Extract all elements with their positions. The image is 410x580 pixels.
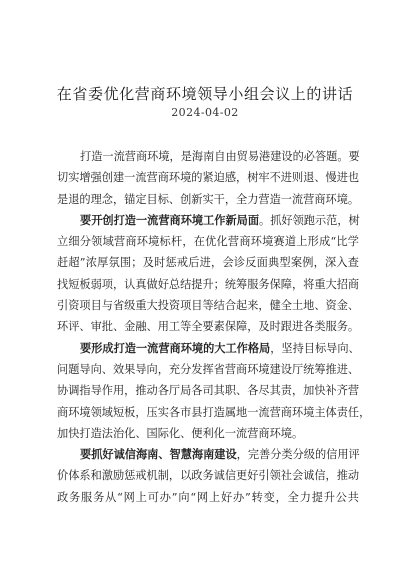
paragraph-line: 引资项目与省级重大投资项目等结合起来，健全土地、资金、 (57, 299, 360, 313)
paragraph-line-text: 。抓好领跑示范，树 (259, 213, 360, 227)
paragraph-line: 加快打造法治化、国际化、便利化一流营商环境。 (57, 426, 304, 440)
paragraph-line: 赶超”浓厚氛围；及时惩戒后进，会诊反面典型案例，深入查 (57, 256, 359, 270)
paragraph-line: 环评、审批、金融、用工等全要素保障，及时跟进各类服务。 (57, 320, 360, 334)
paragraph-line: 问题导向、效果导向，充分发挥省营商环境建设厅统筹推进、 (57, 362, 360, 376)
paragraph-line: 立细分领域营商环境标杆，在优化营商环境赛道上形成“比学 (57, 235, 359, 249)
paragraph (57, 338, 371, 444)
paragraph-line: 是退的理念，锚定目标、创新实干，全力营造一流营商环境。 (57, 192, 360, 206)
paragraph-lead-bold: 要形成打造一流营商环境的大工作格局 (80, 341, 271, 355)
paragraph-line: 切实增强创建一流营商环境的紧迫感，树牢不进则退、慢进也 (57, 171, 360, 185)
paragraph-line-text: ，坚持目标导向、 (270, 341, 360, 355)
paragraph-line-text: ，完善分类分级的信用评 (236, 448, 360, 462)
document-body (57, 146, 371, 508)
paragraph-line: 打造一流营商环境，是海南自由贸易港建设的必答题。要 (80, 150, 360, 163)
paragraph (57, 146, 359, 210)
paragraph-lead-bold: 要抓好诚信海南、智慧海南建设 (80, 448, 237, 462)
paragraph-first-line (57, 444, 359, 465)
paragraph-line: 协调指导作用，推动各厅局各司其职、各尽其责，加快补齐营 (57, 384, 360, 398)
paragraph-line: 商环境领域短板，压实各市县打造属地一流营商环境主体责任， (57, 405, 371, 419)
paragraph (57, 210, 359, 338)
document-date: 2024-04-02 (171, 106, 239, 119)
document-title: 在省委优化营商环境领导小组会议上的讲话 (56, 85, 354, 103)
paragraph-first-line (57, 210, 359, 231)
paragraph-line: 价体系和激励惩戒机制，以政务诚信更好引领社会诚信，推动 (57, 469, 360, 483)
paragraph-lead-bold: 要开创打造一流营商环境工作新局面 (80, 213, 260, 227)
paragraph-line: 找短板弱项，认真做好总结提升；统筹服务保障，将重大招商 (57, 277, 360, 291)
paragraph-line: 政务服务从“网上可办”向“网上好办”转变，全力提升公共 (57, 490, 359, 504)
paragraph (57, 444, 359, 508)
paragraph-first-line (57, 338, 359, 359)
